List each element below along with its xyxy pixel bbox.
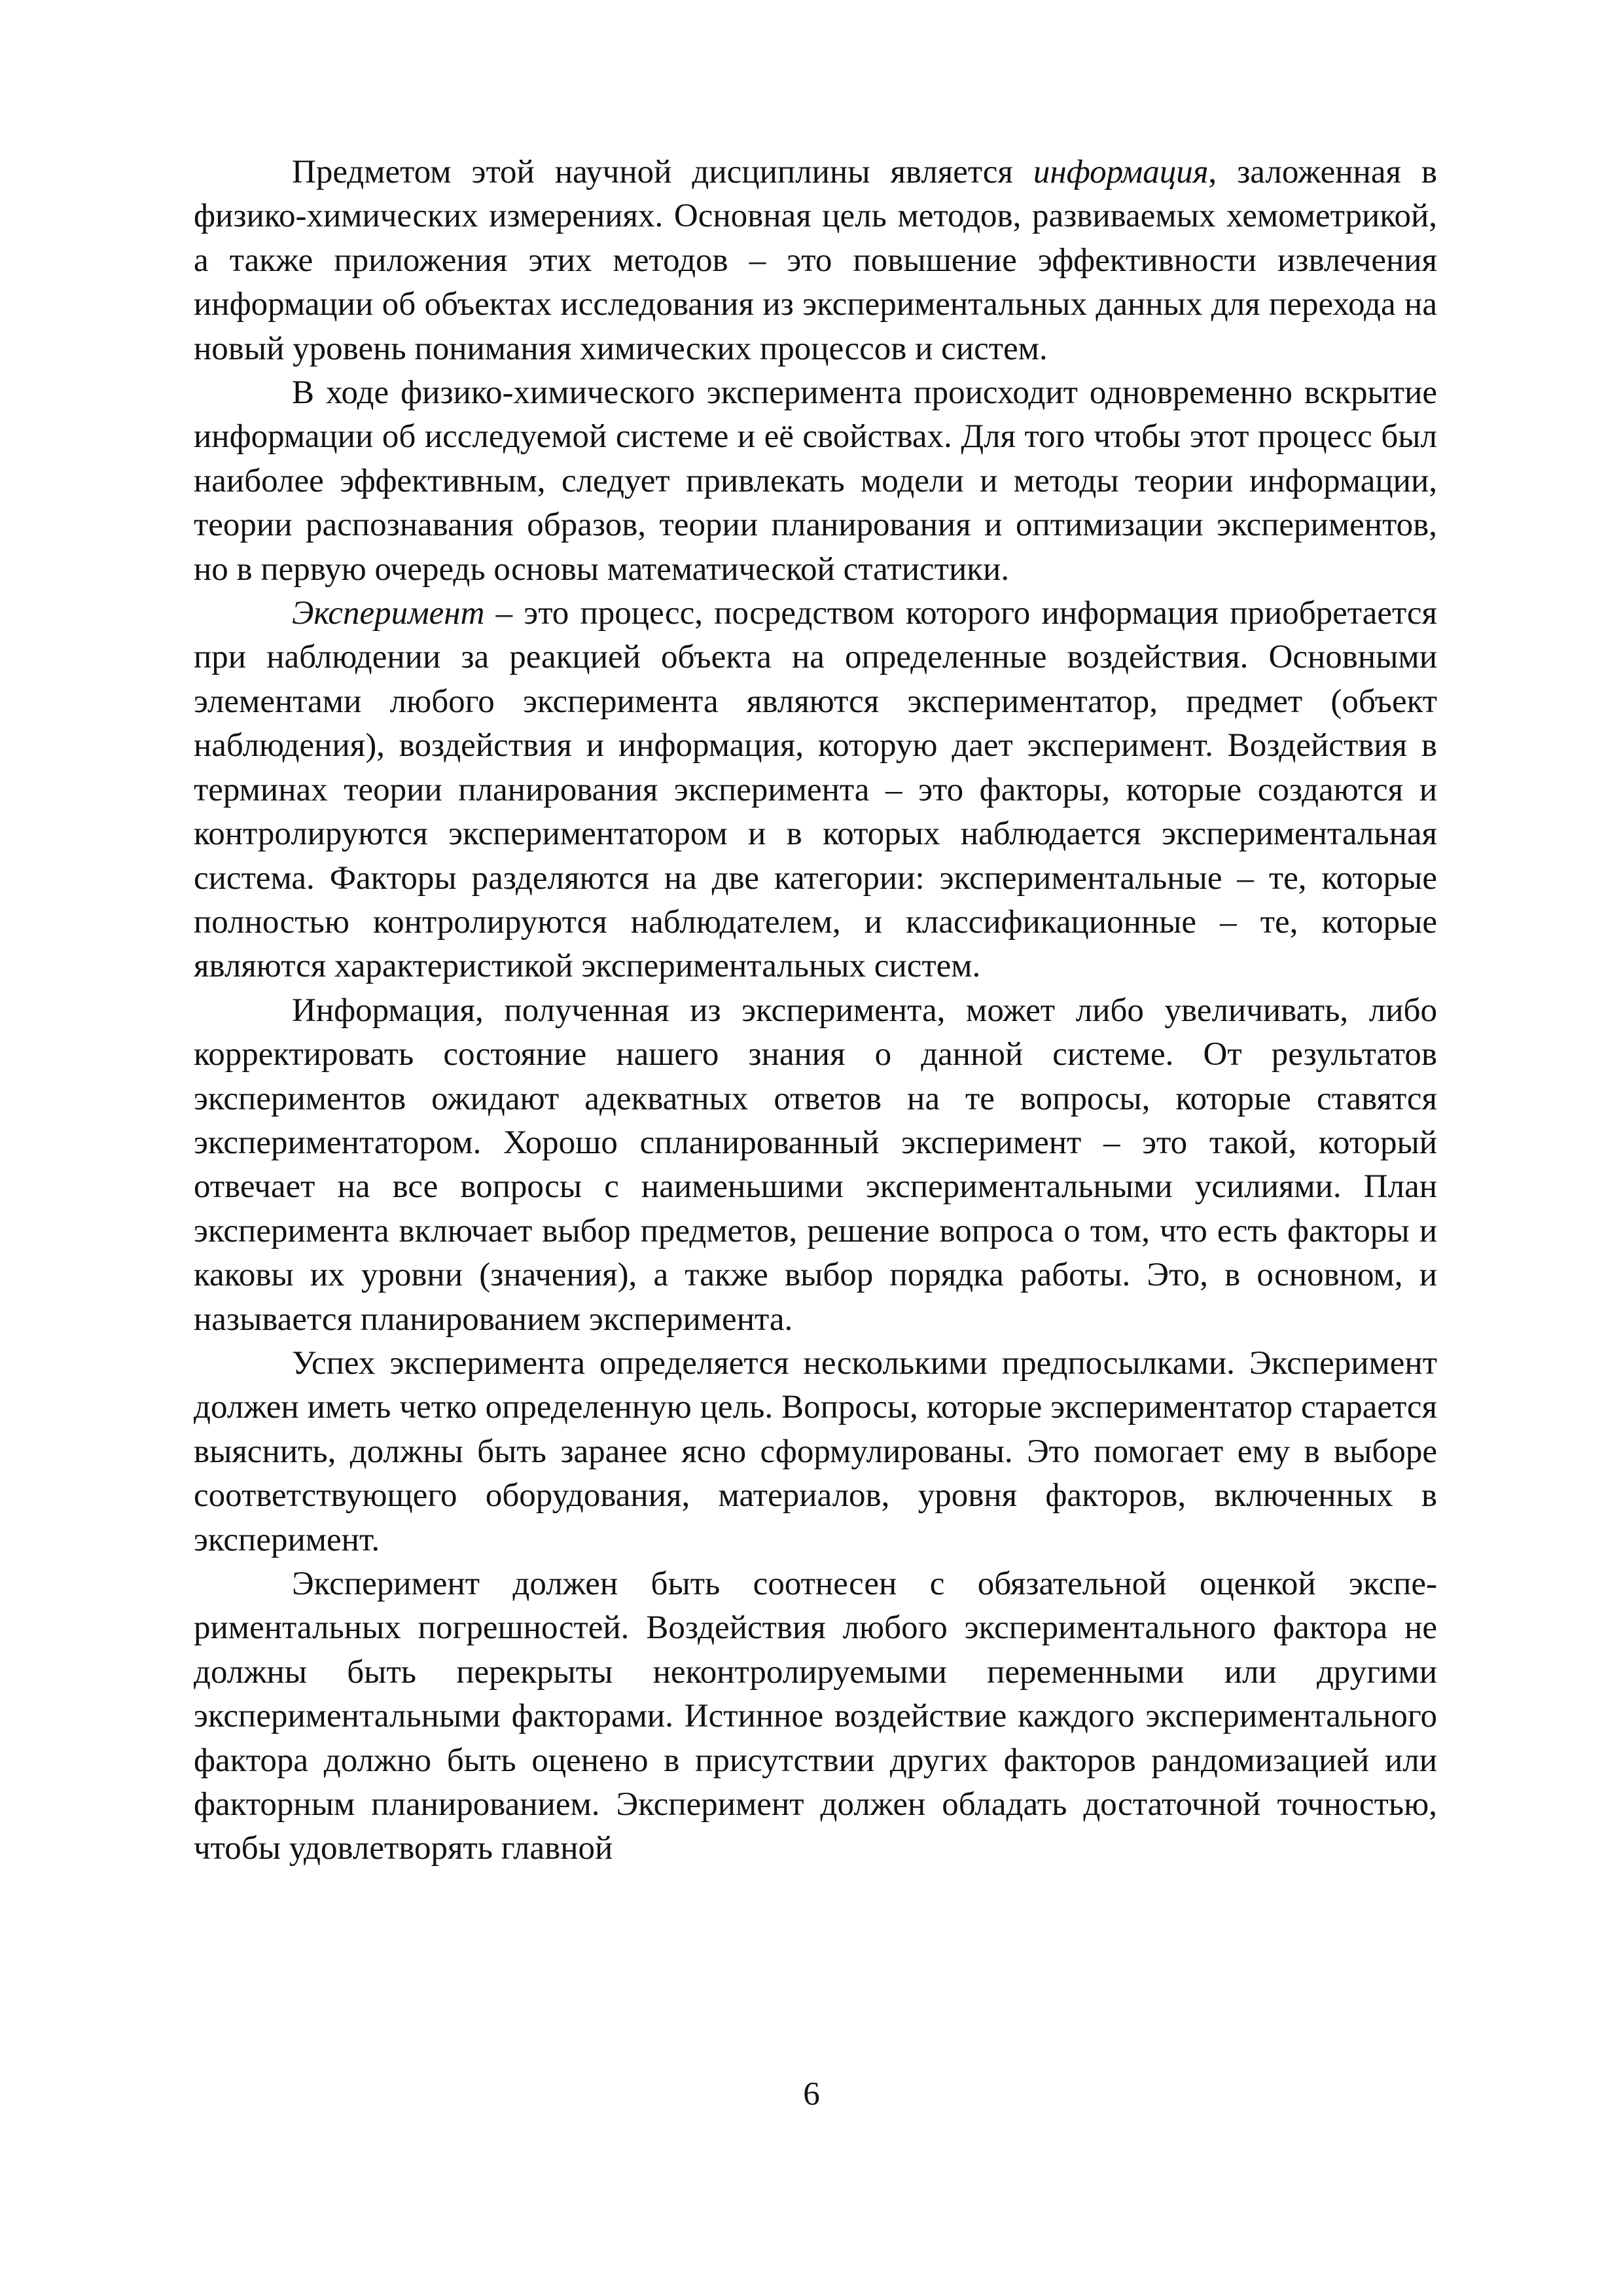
paragraph-4-text: Информация, полученная из эксперимента, может либо увеличивать, либо корректировать состояние нашего знания о данной системе. От результатов экспериментов ожидают адекватных ответов на те вопросы, которые ставятся экспериментатором. Хорошо спланированный эксперимент – это такой, который отвечает на все вопросы с наименьшими экспериментальными усилиями. План эксперимента включает выбор предметов, решение вопроса о том, что есть факторы и каковы их уровни (значения), а также выбор порядка работы. Это, в основном, и называется планированием эксперимента.	[194, 992, 1437, 1338]
paragraph-2-text: В ходе физико-химического эксперимента происходит одновременно вскрытие информации об исследуемой системе и её свойствах. Для того чтобы этот процесс был наиболее эффективным, следует привлекать модели и методы теории информации, теории распознавания образов, теории планирования и оптимизации экспериментов, но в первую очередь основы математической статистики.	[194, 374, 1437, 588]
paragraph-3	[194, 592, 1437, 989]
paragraph-3-italic-term: Эксперимент	[292, 595, 485, 632]
paragraph-1	[194, 151, 1437, 371]
paragraph-5-text: Успех эксперимента определяется несколькими предпосылками. Эксперимент должен иметь четко определенную цель. Вопросы, которые экспериментатор старается выяснить, должны быть заранее ясно сформулированы. Это помогает ему в выборе соответствующего оборудования, материалов, уровня факторов, включенных в эксперимент.	[194, 1344, 1437, 1558]
paragraph-1-rest: , заложенная в физико-химических измерениях. Основная цель методов, развиваемых хемометрикой, а также приложения этих методов – это повышение эффективности извлечения информации об объектах исследования из экспериментальных данных для перехода на новый уровень понимания химических процессов и систем.	[194, 154, 1437, 367]
paragraph-4	[194, 989, 1437, 1342]
paragraph-1-lead: Предметом этой научной дисциплины является	[292, 154, 1033, 190]
paragraph-6-text: Эксперимент должен быть соотнесен с обязательной оценкой экспериментальных погрешностей. Воздействия любого экспериментального фактора не должны быть перекрыты неконтролируемыми переменными или другими экспериментальными факторами. Истинное воздействие каждого экспериментального фактора должно быть оценено в присутствии других факторов рандомизацией или факторным планированием. Эксперимент должен обладать достаточной точностью, чтобы удовлетворять главной	[194, 1566, 1437, 1867]
paragraph-3-rest: – это процесс, посредством которого информация приобретается при наблюдении за реакцией объекта на определенные воздействия. Основными элементами любого эксперимента являются экспериментатор, предмет (объект наблюдения), воздействия и информация, которую дает эксперимент. Воздействия в терминах теории планирования эксперимента – это факторы, которые создаются и контролируются экспериментатором и в которых наблюдается экспериментальная система. Факторы разделяются на две категории: экспериментальные – те, которые полностью контролируются наблюдателем, и классификационные – те, которые являются характеристикой экспериментальных систем.	[194, 595, 1437, 985]
paragraph-5	[194, 1342, 1437, 1562]
paragraph-2	[194, 371, 1437, 592]
paragraph-6	[194, 1562, 1437, 1871]
paragraph-1-italic-term: информация	[1033, 154, 1209, 190]
page-number: 6	[803, 2076, 820, 2113]
page-body	[194, 151, 1437, 1871]
